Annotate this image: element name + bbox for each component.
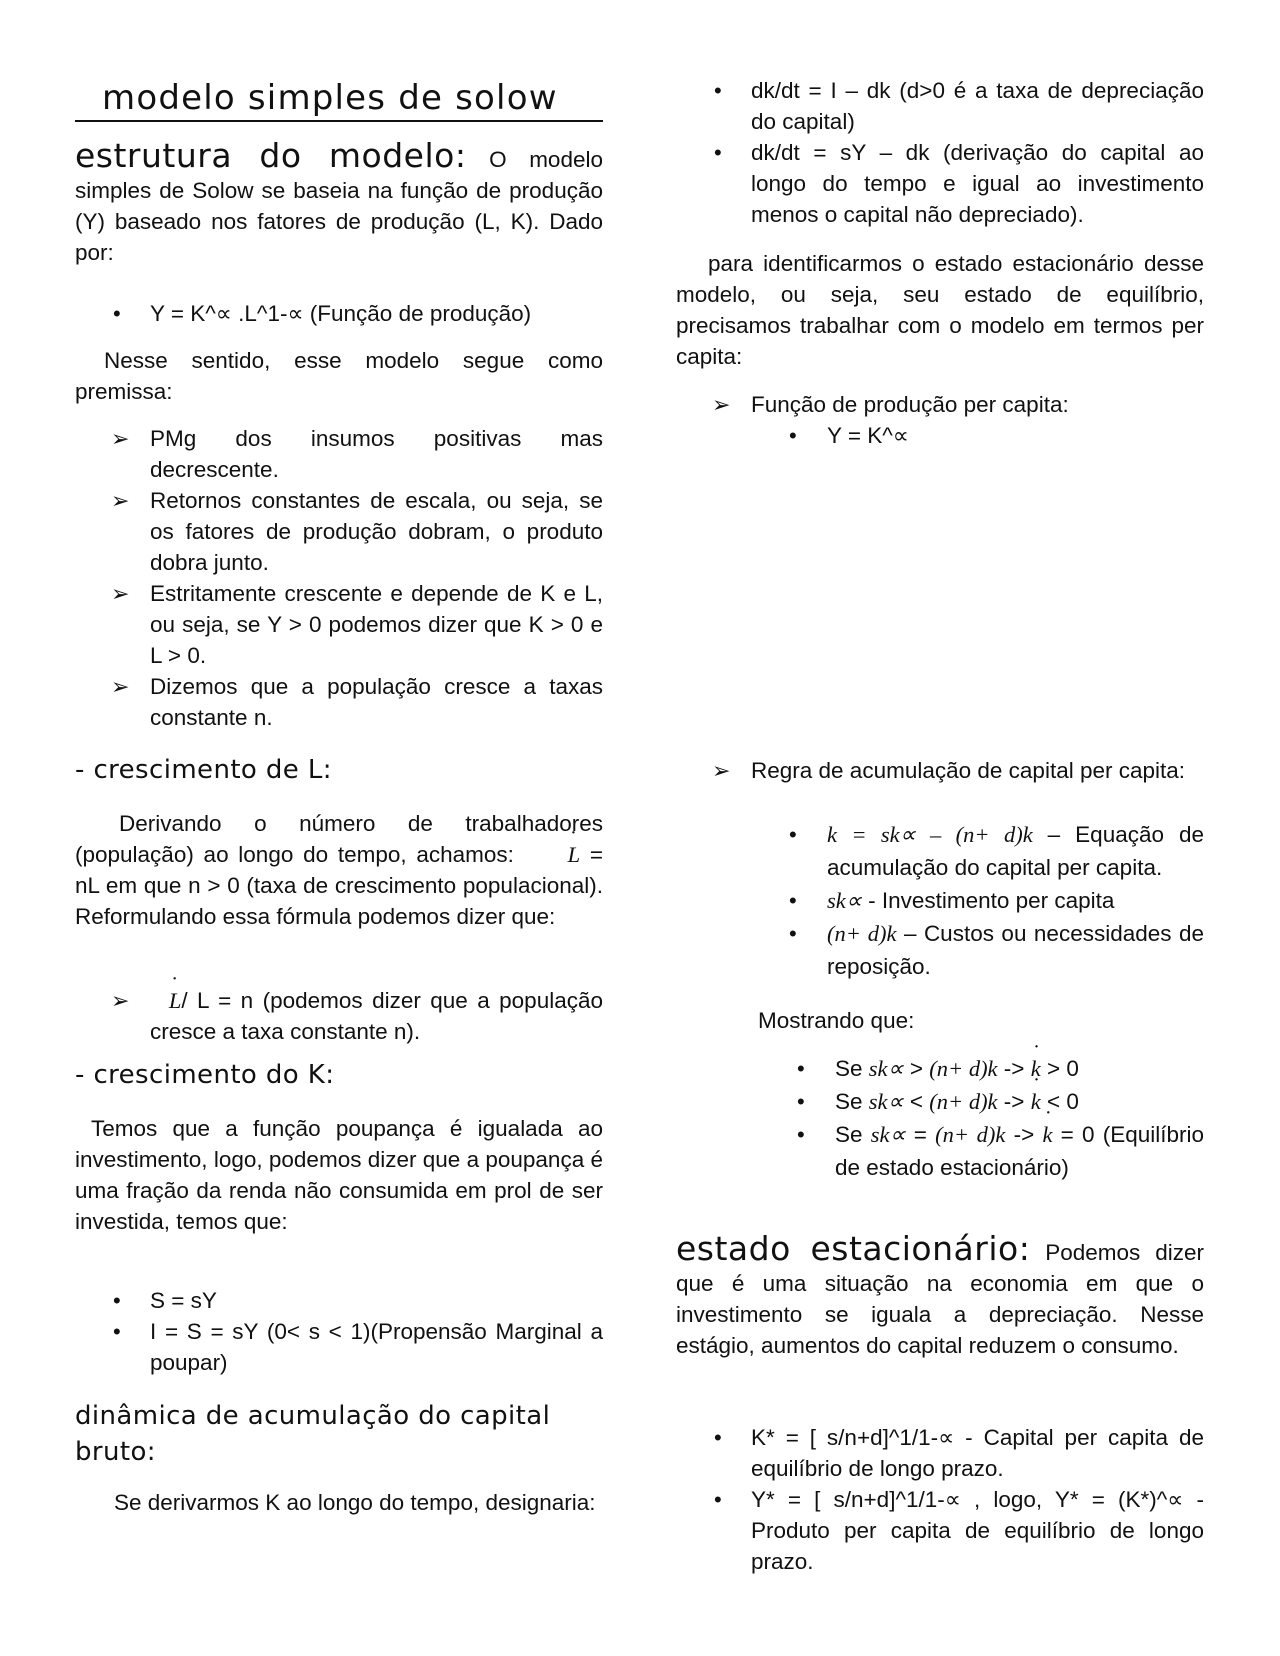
per-capita-paragraph: para identificarmos o estado estacionário desse modelo, ou seja, seu estado de equilíbrio, precisamos trabalhar com o modelo em termos per capita:	[676, 251, 1204, 369]
k-dot-symbol: k ˙	[1042, 1118, 1052, 1151]
dinamica-heading: dinâmica de acumulação do capital bruto:	[75, 1401, 551, 1467]
per-capita-function-list	[676, 389, 1204, 420]
per-capita-formula-list	[676, 420, 1204, 451]
heading-dash: -	[75, 755, 94, 785]
list-item-text: – Custos ou necessidades de reposição.	[827, 921, 1204, 979]
math-expression: sk∝	[868, 1089, 904, 1114]
heading-text: crescimento de L:	[93, 755, 332, 785]
production-function-list	[75, 298, 603, 329]
estrutura-paragraph	[75, 136, 603, 268]
list-item: • K* = [ s/n+d]^1/1-∝ - Capital per capita de equilíbrio de longo prazo.	[676, 1422, 1204, 1484]
list-item	[676, 917, 1204, 983]
list-item	[676, 818, 1204, 884]
list-item: • dk/dt = I – dk (d>0 é a taxa de depreciação do capital)	[676, 75, 1204, 137]
case-text: ->	[997, 1056, 1031, 1081]
savings-list	[75, 1285, 603, 1378]
heading-text: crescimento do K:	[93, 1060, 335, 1090]
list-item	[676, 1085, 1204, 1118]
list-item	[676, 1052, 1204, 1085]
math-expression: (n+ d)k	[929, 1056, 998, 1081]
list-item: ➢ Regra de acumulação de capital per capita:	[676, 755, 1204, 786]
case-text: = 0	[1052, 1122, 1095, 1147]
case-text: Se	[835, 1122, 871, 1147]
case-note: (Equilíbrio de estado estacionário)	[835, 1122, 1205, 1180]
list-item-text: – Equação de acumulação do capital per capita.	[827, 822, 1205, 880]
list-item: ➢ Dizemos que a população cresce a taxas constante n.	[75, 671, 603, 733]
list-item: ➢ Estritamente crescente e depende de K e L, ou seja, se Y > 0 podemos dizer que K > 0 e L > 0.	[75, 578, 603, 671]
math-expression: (n+ d)k	[935, 1122, 1006, 1147]
estrutura-text: O modelo simples de Solow se baseia na função de produção (Y) baseado nos fatores de produção (L, K). Dado por:	[75, 147, 603, 265]
paragraph-text: = nL em que n > 0 (taxa de crescimento populacional). Reformulando essa fórmula podemos dizer que:	[75, 842, 603, 929]
crescimento-k-heading	[75, 1060, 603, 1091]
regra-items-list	[676, 818, 1204, 983]
title-underline	[75, 120, 603, 122]
crescimento-k-paragraph: Temos que a função poupança é igualada ao investimento, logo, podemos dizer que a poupança é uma fração da renda não consumida em prol de ser investida, temos que:	[75, 1116, 603, 1234]
case-text: ->	[1005, 1122, 1043, 1147]
list-item: ➢ PMg dos insumos positivas mas decrescente.	[75, 423, 603, 485]
list-item	[75, 985, 603, 1047]
case-text: < 0	[1040, 1089, 1079, 1114]
estacionario-text: Podemos dizer que é uma situação na economia em que o investimento se iguala a depreciação. Nesse estágio, aumentos do capital reduzem o consumo.	[676, 1240, 1205, 1358]
equilibrium-list	[676, 1422, 1204, 1577]
list-item: • S = sY	[75, 1285, 603, 1316]
estrutura-heading: estrutura do modelo:	[75, 136, 467, 175]
estacionario-heading: estado estacionário:	[676, 1229, 1031, 1268]
list-item: • dk/dt = sY – dk (derivação do capital ao longo do tempo e igual ao investimento menos o capital não depreciado).	[676, 137, 1204, 230]
list-item	[676, 884, 1204, 917]
case-text: > 0	[1040, 1056, 1079, 1081]
mostrando-text: Mostrando que:	[758, 1008, 915, 1033]
regra-list	[676, 755, 1204, 786]
crescimento-l-list	[75, 985, 603, 1047]
premises-list	[75, 423, 603, 733]
dinamica-paragraph: Se derivarmos K ao longo do tempo, designaria:	[114, 1490, 596, 1515]
cases-list	[676, 1052, 1204, 1184]
list-item: • Y = K^∝	[676, 420, 1204, 451]
heading-dash: -	[75, 1060, 94, 1090]
case-text: =	[905, 1122, 936, 1147]
crescimento-l-heading	[75, 755, 603, 786]
case-text: ->	[997, 1089, 1031, 1114]
math-expression: (n+ d)k	[929, 1089, 998, 1114]
list-item: • Y* = [ s/n+d]^1/1-∝ , logo, Y* = (K*)^∝ - Produto per capita de equilíbrio de longo prazo.	[676, 1484, 1204, 1577]
math-expression: sk∝	[870, 1122, 906, 1147]
math-expression: (n+ d)k	[827, 921, 897, 946]
list-item-text: - Investimento per capita	[861, 888, 1115, 913]
k-dot-symbol: k ˙	[1031, 1052, 1041, 1085]
list-item: • I = S = sY (0< s < 1)(Propensão Marginal a poupar)	[75, 1316, 603, 1378]
page-title: modelo simples de solow	[102, 78, 558, 118]
list-item: • Y = K^∝ .L^1-∝ (Função de produção)	[75, 298, 603, 329]
list-item-text: / L = n (podemos dizer que a população cresce a taxa constante n).	[150, 988, 603, 1044]
case-text: Se	[835, 1089, 869, 1114]
math-expression: sk∝	[827, 888, 862, 913]
premise-intro: Nesse sentido, esse modelo segue como premissa:	[75, 348, 603, 404]
case-text: Se	[835, 1056, 869, 1081]
dinamica-list	[676, 75, 1204, 230]
list-item: ➢ Retornos constantes de escala, ou seja, se os fatores de produção dobram, o produto dobra junto.	[75, 485, 603, 578]
crescimento-l-paragraph	[75, 808, 603, 932]
case-text: >	[903, 1056, 930, 1081]
math-expression: sk∝	[868, 1056, 904, 1081]
case-text: <	[903, 1089, 930, 1114]
estacionario-paragraph	[676, 1229, 1205, 1361]
list-item	[676, 1118, 1204, 1184]
list-item: ➢ Função de produção per capita:	[676, 389, 1204, 420]
paragraph-text: Derivando o número de trabalhadores (população) ao longo do tempo, achamos:	[75, 811, 603, 867]
l-dot-symbol: L ˙	[524, 839, 581, 870]
math-expression: k = sk∝ – (n+ d)k	[827, 822, 1033, 847]
l-dot-symbol: L ˙	[169, 985, 182, 1016]
k-dot-symbol: k ˙	[1031, 1085, 1041, 1118]
